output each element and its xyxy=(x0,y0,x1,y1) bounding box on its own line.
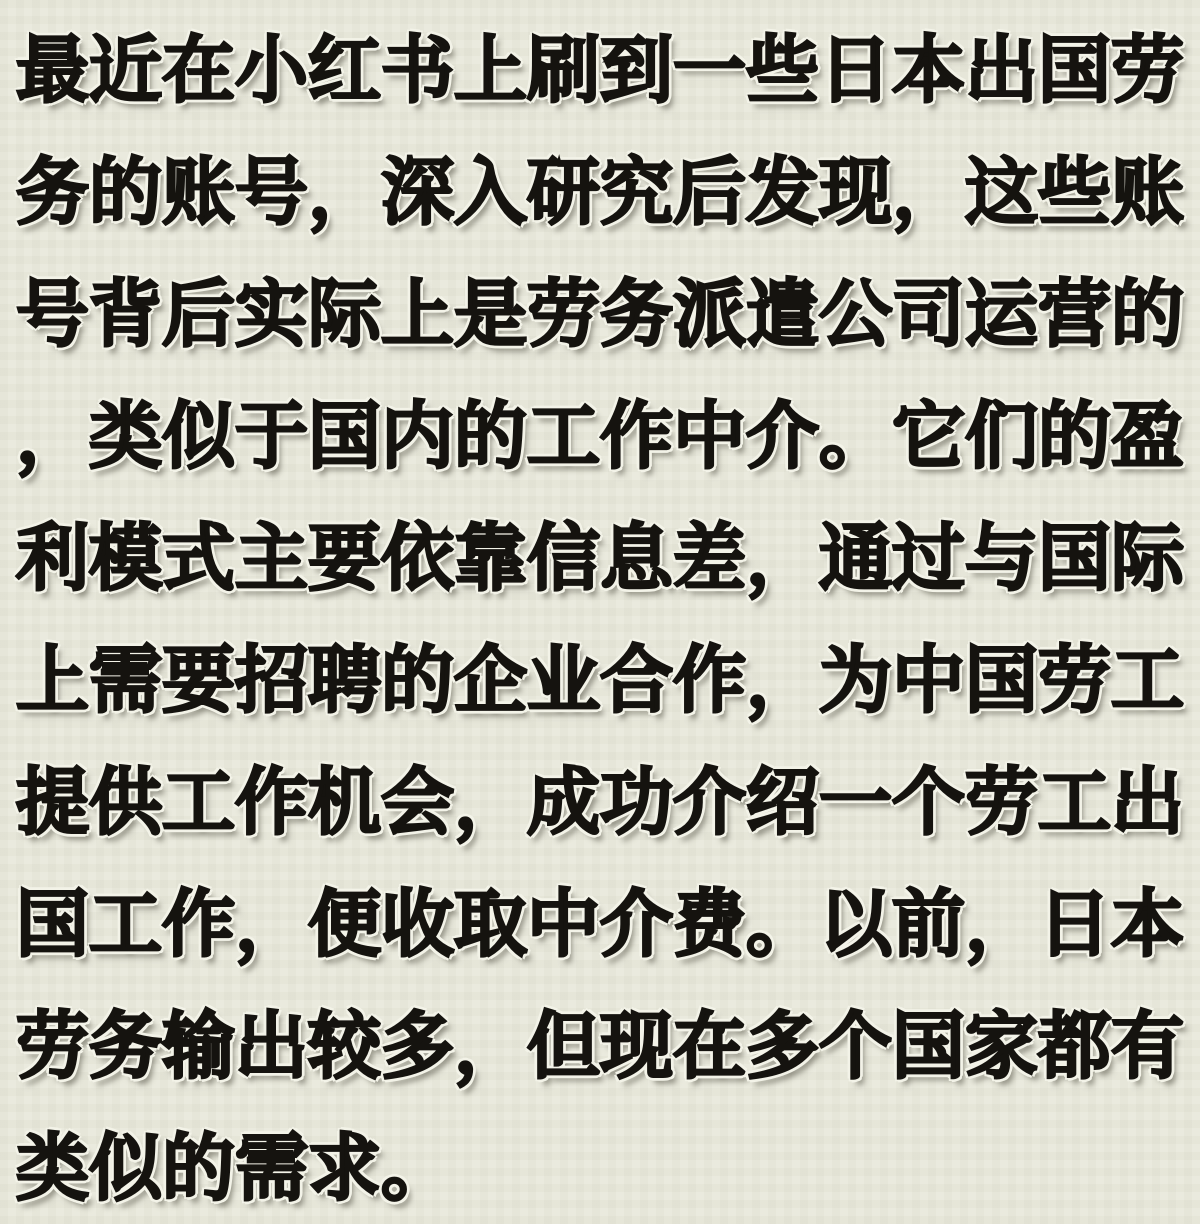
text-line: ，类似于国内的工作中介。它们的盈 xyxy=(16,393,1184,479)
text-line: 最近在小红书上刷到一些日本出国劳 xyxy=(16,27,1184,113)
text-line: 国工作，便收取中介费。以前，日本 xyxy=(16,881,1184,967)
text-line: 务的账号，深入研究后发现，这些账 xyxy=(16,149,1184,235)
text-line: 上需要招聘的企业合作，为中国劳工 xyxy=(16,637,1184,723)
text-line: 提供工作机会，成功介绍一个劳工出 xyxy=(16,759,1184,845)
text-line: 类似的需求。 xyxy=(16,1125,454,1211)
text-line: 利模式主要依靠信息差，通过与国际 xyxy=(16,515,1184,601)
text-line: 劳务输出较多，但现在多个国家都有 xyxy=(16,1003,1184,1089)
text-line: 号背后实际上是劳务派遣公司运营的 xyxy=(16,271,1184,357)
